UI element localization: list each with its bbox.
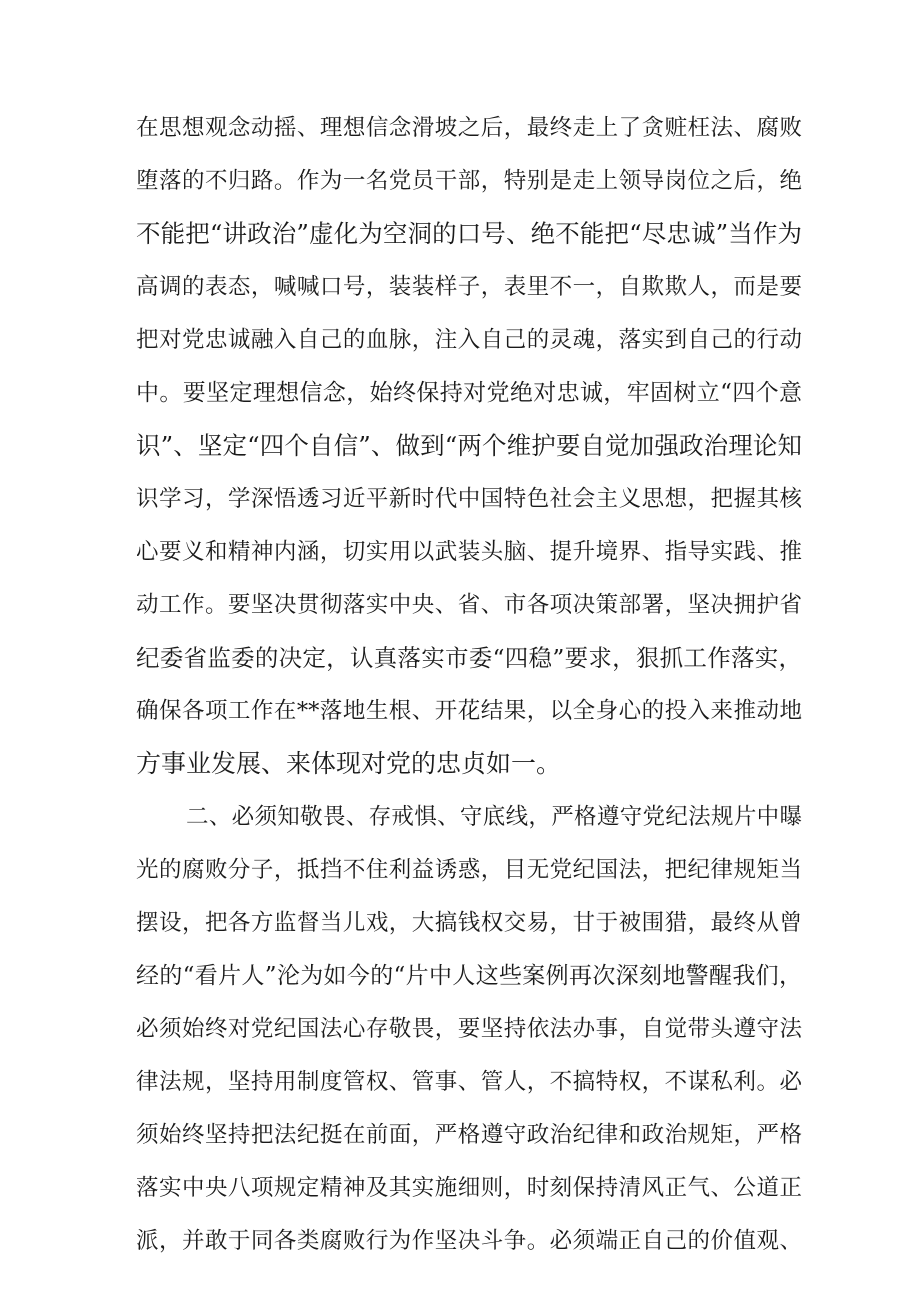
text-line: 必须始终对党纪国法心存敬畏，要坚持依法办事，自觉带头遵守法 [136,1016,802,1042]
text-line: 方事业发展、来体现对党的忠贞如一。 [136,749,562,778]
text-line: 中。要坚定理想信念，始终保持对党绝对忠诚，牢固树立“四个意 [136,380,802,406]
text-line: 心要义和精神内涵，切实用以武装头脑、提升境界、指导实践、推 [136,539,802,565]
text-line: 识”、坚定“四个自信”、做到“两个维护要自觉加强政治理论知 [136,431,802,460]
text-line: 须始终坚持把法纪挺在前面，严格遵守政治纪律和政治规矩，严格 [136,1122,802,1148]
text-line: 摆设，把各方监督当儿戏，大搞钱权交易，甘于被围猎，最终从曾 [136,910,802,936]
text-line: 律法规，坚持用制度管权、管事、管人，不搞特权，不谋私利。必 [136,1069,802,1095]
text-line: 在思想观念动摇、理想信念滑坡之后，最终走上了贪赃枉法、腐败 [136,115,802,141]
text-line: 把对党忠诚融入自己的血脉，注入自己的灵魂，落实到自己的行动 [136,327,802,353]
text-line: 纪委省监委的决定，认真落实市委“四稳”要求，狠抓工作落实， [136,644,802,672]
text-line: 落实中央八项规定精神及其实施细则，时刻保持清风正气、公道正 [136,1175,802,1201]
text-line: 高调的表态，喊喊口号，装装样子，表里不一，自欺欺人，而是要 [136,274,802,300]
text-line: 经的“看片人”沦为如今的“片中人这些案例再次深刻地警醒我们， [136,963,802,989]
text-line: 堕落的不归路。作为一名党员干部，特别是走上领导岗位之后，绝 [136,168,802,194]
text-line: 光的腐败分子，抵挡不住利益诱惑，目无党纪国法，把纪律规矩当 [136,857,802,883]
text-line: 派，并敢于同各类腐败行为作坚决斗争。必须端正自己的价值观、 [136,1228,802,1254]
section-heading-line: 二、必须知敬畏、存戒惧、守底线，严格遵守党纪法规片中曝 [186,804,802,830]
text-line: 不能把“讲政治”虚化为空洞的口号、绝不能把“尽忠诚”当作为 [136,219,802,248]
text-line: 动工作。要坚决贯彻落实中央、省、市各项决策部署，坚决拥护省 [136,592,802,618]
text-line: 识学习，学深悟透习近平新时代中国特色社会主义思想，把握其核 [136,486,802,512]
text-line: 确保各项工作在**落地生根、开花结果，以全身心的投入来推动地 [136,698,802,724]
